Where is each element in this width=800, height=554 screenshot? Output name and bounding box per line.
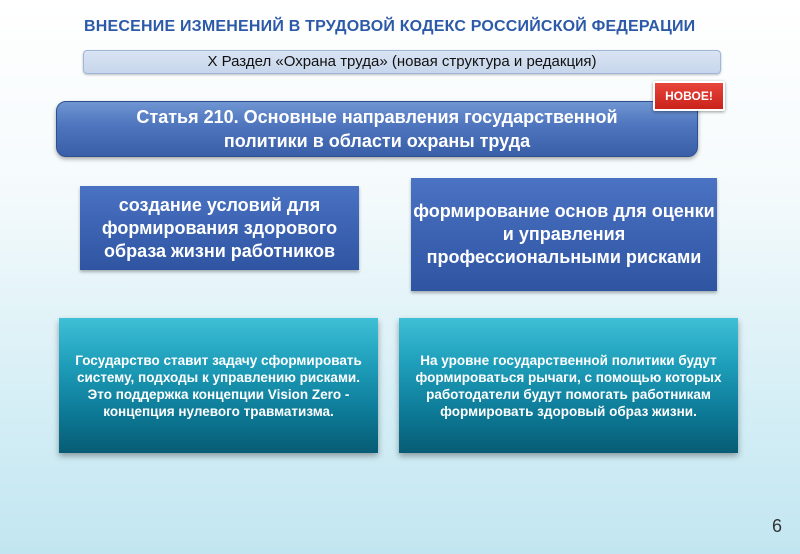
section-subtitle: X Раздел «Охрана труда» (новая структура и редакция) [83,50,721,74]
direction-text: формирование основ для оценки и управления профессиональными рисками [413,201,715,267]
article-heading-text: Статья 210. Основные направления государственной политики в области охраны труда [136,107,618,151]
description-box-vision-zero [59,318,378,453]
description-text: На уровне государственной политики будут формироваться рычаги, с помощью которых работодатели будут помогать работникам формировать здоровый образ жизни. [415,352,722,419]
slide-title: ВНЕСЕНИЕ ИЗМЕНЕНИЙ В ТРУДОВОЙ КОДЕКС РОССИЙСКОЙ ФЕДЕРАЦИИ [84,18,696,35]
description-text: Государство ставит задачу сформировать систему, подходы к управлению рисками. Это поддержка концепции Vision Zero - концепция нулевого травматизма. [75,352,362,419]
direction-box-healthy-lifestyle [80,186,359,270]
new-badge: НОВОЕ! [653,81,725,111]
direction-text: создание условий для формирования здорового образа жизни работников [101,194,338,261]
direction-box-risk-management [411,178,717,291]
page-number: 6 [771,516,782,536]
description-box-employer-levers [399,318,738,453]
article-heading [56,101,698,157]
